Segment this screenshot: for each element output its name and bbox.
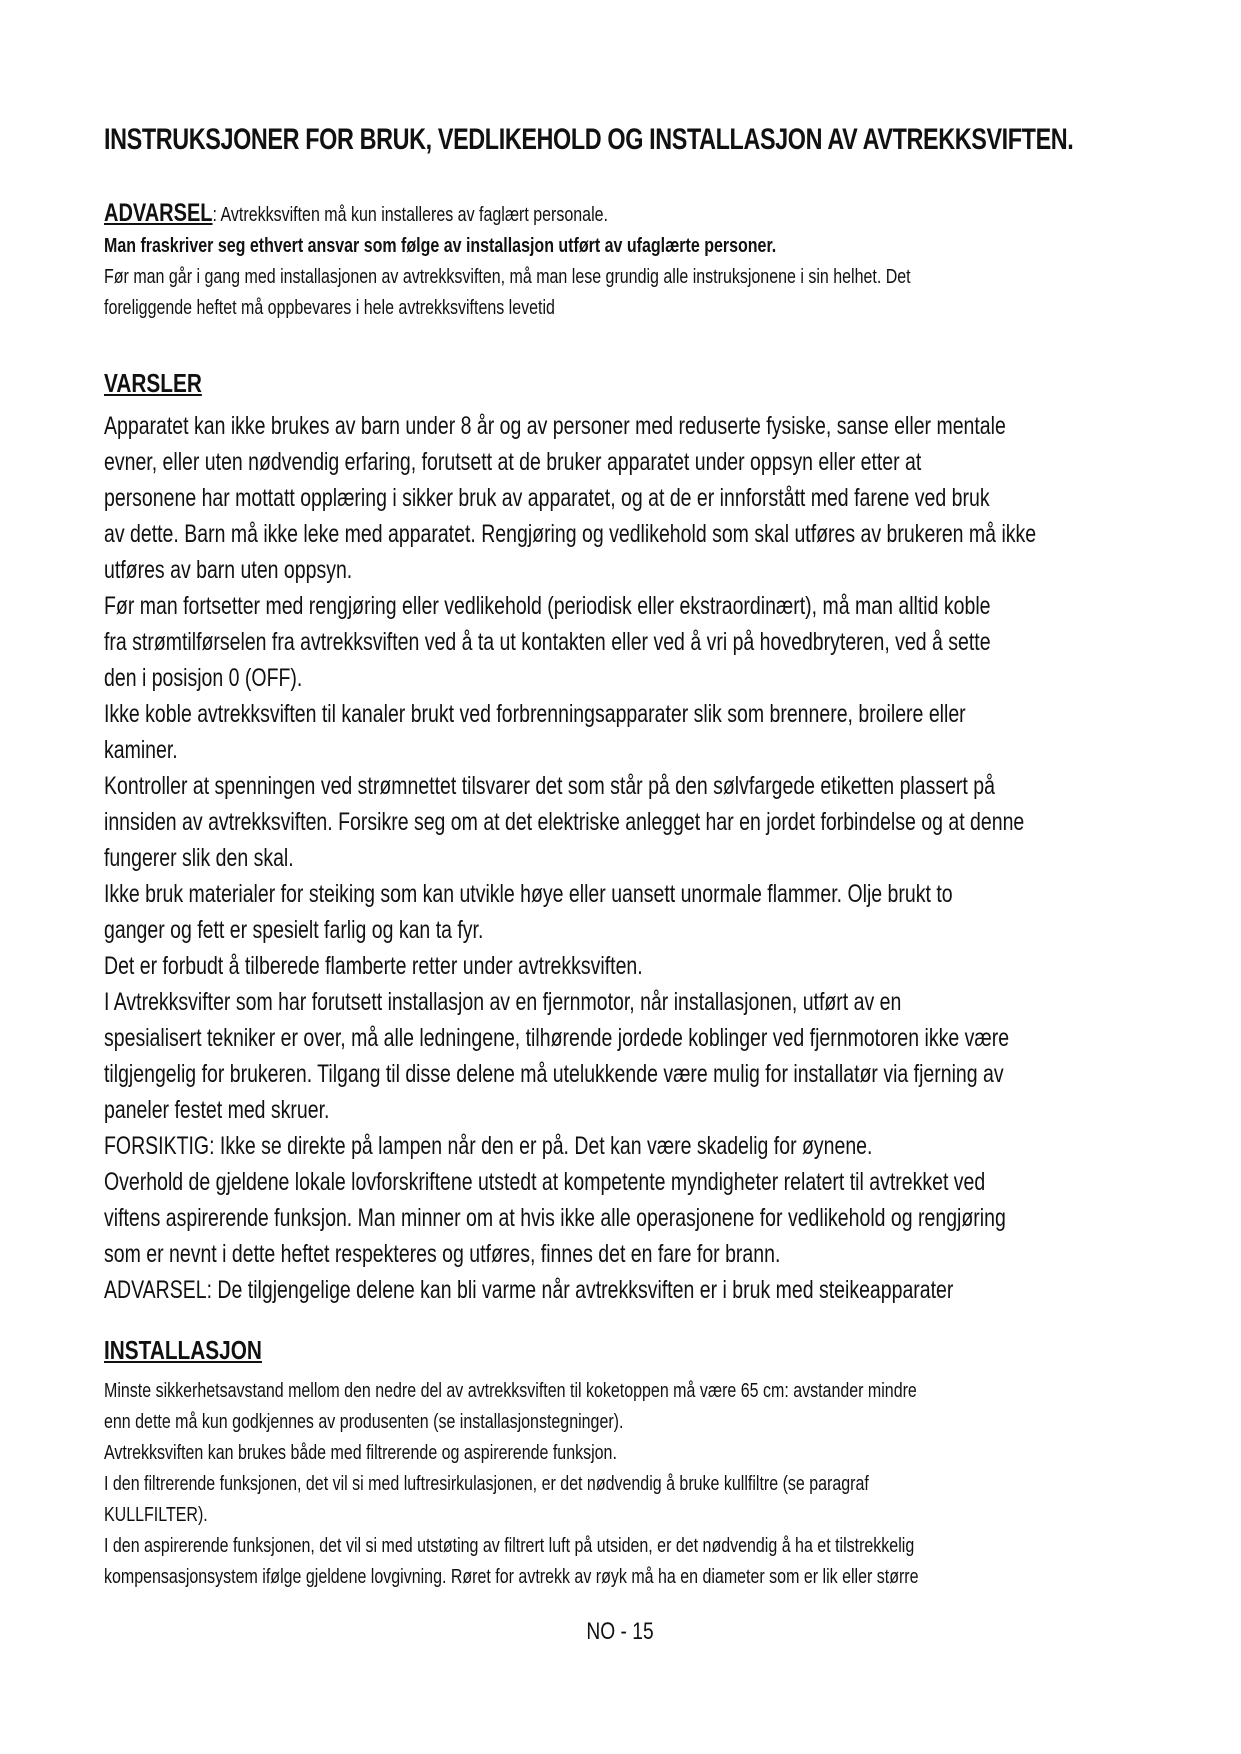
warning-label: ADVARSEL: [104, 199, 213, 227]
page-footer: [0, 1617, 1241, 1647]
varsler-heading: VARSLER: [104, 368, 202, 398]
varsler-line: viftens aspirerende funksjon. Man minner om at hvis ikke alle operasjonene for vedlikehold og rengjøring: [104, 1204, 1006, 1232]
varsler-line: FORSIKTIG: Ikke se direkte på lampen når den er på. Det kan være skadelig for øynene.: [104, 1132, 873, 1160]
warning-text: : Avtrekksviften må kun installeres av faglært personale.: [212, 204, 608, 226]
varsler-line: tilgjengelig for brukeren. Tilgang til disse delene må utelukkende være mulig for installatør via fjerning av: [104, 1060, 1004, 1088]
varsler-line: fungerer slik den skal.: [104, 844, 294, 872]
intro-line: foreliggende heftet må oppbevares i hele avtrekksviftens levetid: [104, 297, 555, 319]
varsler-line: utføres av barn uten oppsyn.: [104, 556, 353, 584]
varsler-line: Overhold de gjeldene lokale lovforskriftene utstedt at kompetente myndigheter relatert til avtrekket ved: [104, 1168, 986, 1196]
installasjon-line: Minste sikkerhetsavstand mellom den nedre del av avtrekksviften til koketoppen må være 65 cm: avstander mindre: [104, 1380, 917, 1402]
installasjon-line: I den aspirerende funksjonen, det vil si med utstøting av filtrert luft på utsiden, er det nødvendig å ha et tilstrekkelig: [104, 1535, 915, 1557]
varsler-line: personene har mottatt opplæring i sikker bruk av apparatet, og at de er innforstått med farene ved bruk: [104, 484, 990, 512]
varsler-line: Apparatet kan ikke brukes av barn under 8 år og av personer med reduserte fysiske, sanse eller mentale: [104, 412, 1006, 440]
installasjon-line: I den filtrerende funksjonen, det vil si med luftresirkulasjonen, er det nødvendig å bruke kullfiltre (se paragraf: [104, 1473, 869, 1495]
page-number: NO - 15: [586, 1618, 655, 1645]
varsler-line: evner, eller uten nødvendig erfaring, forutsett at de bruker apparatet under oppsyn eller etter at: [104, 448, 922, 476]
disclaimer-text: Man fraskriver seg ethvert ansvar som følge av installasjon utført av ufaglærte personer.: [104, 235, 777, 257]
varsler-body: [104, 408, 1164, 1308]
warning-line: [104, 198, 920, 231]
varsler-line: kaminer.: [104, 736, 178, 764]
installasjon-body: [104, 1376, 1164, 1593]
varsler-line: Ikke koble avtrekksviften til kanaler brukt ved forbrenningsapparater slik som brennere, broilere eller: [104, 700, 966, 728]
varsler-line: paneler festet med skruer.: [104, 1096, 330, 1124]
varsler-line: spesialisert tekniker er over, må alle ledningene, tilhørende jordede koblinger ved fjernmotoren ikke være: [104, 1024, 1010, 1052]
varsler-line: den i posisjon 0 (OFF).: [104, 664, 303, 692]
varsler-line: ganger og fett er spesielt farlig og kan ta fyr.: [104, 916, 484, 944]
varsler-line: fra strømtilførselen fra avtrekksviften ved å ta ut kontakten eller ved å vri på hovedbryteren, ved å sette: [104, 628, 991, 656]
varsler-line: I Avtrekksvifter som har forutsett installasjon av en fjernmotor, når installasjonen, utført av en: [104, 988, 902, 1016]
varsler-line: Det er forbudt å tilberede flamberte retter under avtrekksviften.: [104, 952, 643, 980]
intro-section: [104, 198, 1124, 324]
varsler-line: innsiden av avtrekksviften. Forsikre seg om at det elektriske anlegget har en jordet forbindelse og at denne: [104, 808, 1025, 836]
varsler-line: ADVARSEL: De tilgjengelige delene kan bli varme når avtrekksviften er i bruk med steikeapparater: [104, 1276, 954, 1304]
intro-line: Før man går i gang med installasjonen av avtrekksviften, må man lese grundig alle instruksjonene i sin helhet. Det: [104, 266, 911, 288]
installasjon-line: kompensasjonsystem ifølge gjeldene lovgivning. Røret for avtrekk av røyk må ha en diameter som er lik eller større: [104, 1566, 919, 1588]
varsler-line: Kontroller at spenningen ved strømnettet tilsvarer det som står på den sølvfargede etiketten plassert på: [104, 772, 995, 800]
installasjon-line: enn dette må kun godkjennes av produsenten (se installasjonstegninger).: [104, 1411, 624, 1433]
page-title: INSTRUKSJONER FOR BRUK, VEDLIKEHOLD OG INSTALLASJON AV AVTREKKSVIFTEN.: [104, 123, 1074, 156]
varsler-line: som er nevnt i dette heftet respekteres og utføres, finnes det en fare for brann.: [104, 1240, 781, 1268]
varsler-line: Før man fortsetter med rengjøring eller vedlikehold (periodisk eller ekstraordinært), må man alltid koble: [104, 592, 991, 620]
installasjon-line: KULLFILTER).: [104, 1504, 208, 1526]
varsler-line: Ikke bruk materialer for steiking som kan utvikle høye eller uansett unormale flammer. Olje brukt to: [104, 880, 953, 908]
installasjon-heading: INSTALLASJON: [104, 1335, 262, 1365]
varsler-line: av dette. Barn må ikke leke med apparatet. Rengjøring og vedlikehold som skal utføres av brukeren må ikke: [104, 520, 1037, 548]
installasjon-line: Avtrekksviften kan brukes både med filtrerende og aspirerende funksjon.: [104, 1442, 617, 1464]
